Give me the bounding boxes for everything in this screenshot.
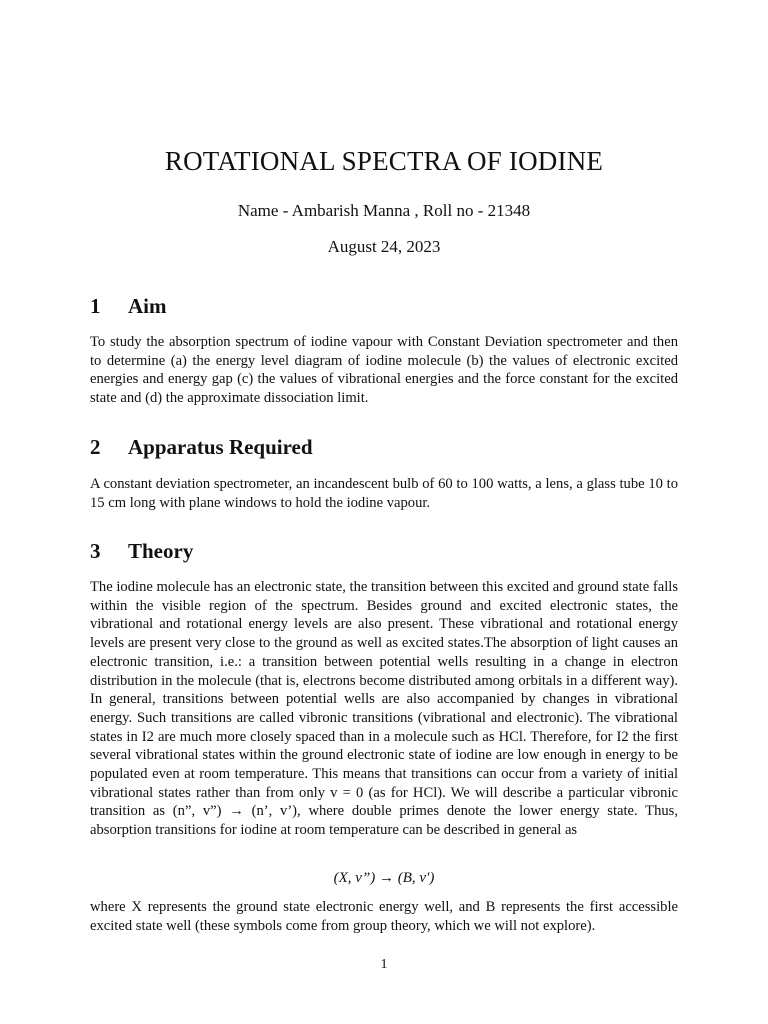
section-heading-aim [90,294,167,319]
section-heading-theory [90,539,193,564]
section-title: Aim [128,294,167,318]
section-number: 2 [90,435,101,459]
document-date: August 24, 2023 [327,237,441,256]
section-number: 3 [90,539,101,563]
author-line: Name - Ambarish Manna , Roll no - 21348 [237,201,531,220]
transition-equation: (X, v”) → (B, v′) [333,870,435,886]
theory-paragraph-continued: where X represents the ground state electronic energy well, and B represents the first accessible excited state well (these symbols come from group theory, which we will not explore). [90,899,678,934]
theory-paragraph: The iodine molecule has an electronic state, the transition between this excited and ground state falls within the visible region of the spectrum. Besides ground and excited electronic states, the vibrational and rotational energy levels are also present. These vibrational and rotational energy levels are present very close to the ground as well as excited states.The absorption of light causes an electronic transition, i.e.: a transition between potential wells resulting in a change in electron distribution in the molecule (that is, electrons become distributed among orbitals in a different way). In general, transitions between potential wells are also accompanied by changes in vibrational energy. Such transitions are called vibronic transitions (vibrational and electronic). The vibrational states in I2 are much more closely spaced than in a molecule such as HCl. Therefore, for I2 the first several vibrational states within the ground electronic state of iodine are low enough in energy to be populated even at room temperature. This means that transitions can occur from a variety of initial vibrational states rather than from only v = 0 (as for HCl). We will describe a particular vibronic transition as (n”, v”) → (n’, v’), where double primes denote the lower energy state. Thus, absorption transitions for iodine at room temperature can be described in general as [90,579,678,839]
section-title: Theory [128,539,194,563]
section-heading-apparatus [90,435,313,460]
page-number: 1 [380,957,388,972]
apparatus-paragraph: A constant deviation spectrometer, an incandescent bulb of 60 to 100 watts, a lens, a glass tube 10 to 15 cm long with plane windows to hold the iodine vapour. [90,476,678,511]
section-title: Apparatus Required [128,435,313,459]
aim-paragraph: To study the absorption spectrum of iodine vapour with Constant Deviation spectrometer and then to determine (a) the energy level diagram of iodine molecule (b) the values of electronic excited energies and energy gap (c) the values of vibrational energies and the force constant for the excited state and (d) the approximate dissociation limit. [90,334,678,407]
document-title: ROTATIONAL SPECTRA OF IODINE [164,146,604,176]
section-number: 1 [90,294,101,318]
